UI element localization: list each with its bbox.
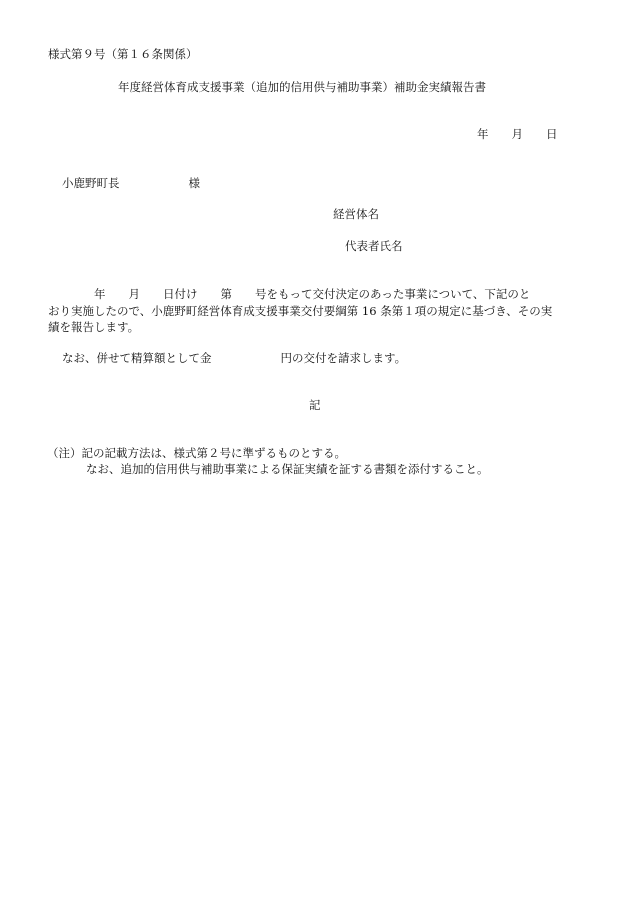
note-line-2: なお、追加的信用供与補助事業による保証実績を証する書類を添付すること。 bbox=[86, 462, 489, 476]
date-line: 年 月 日 bbox=[477, 127, 558, 141]
form-number: 様式第９号（第１６条関係） bbox=[48, 47, 198, 61]
ki-heading: 記 bbox=[309, 398, 321, 412]
claim-text: なお、併せて精算額として金 円の交付を請求します。 bbox=[62, 351, 407, 365]
applicant-name-label: 経営体名 bbox=[333, 207, 379, 221]
body-text-line-2: おり実施したので、小鹿野町経営体育成支援事業交付要綱第 16 条第１項の規定に基づき、その実 bbox=[48, 304, 553, 318]
body-text-line-3: 績を報告します。 bbox=[48, 320, 140, 334]
addressee: 小鹿野町長 様 bbox=[62, 176, 200, 190]
body-text-line-1: 年 月 日付け 第 号をもって交付決定のあった事業について、下記のと bbox=[48, 287, 531, 301]
note-line-1: （注）記の記載方法は、様式第２号に準ずるものとする。 bbox=[47, 446, 346, 460]
representative-name-label: 代表者氏名 bbox=[345, 239, 403, 253]
document-title: 年度経営体育成支援事業（追加的信用供与補助事業）補助金実績報告書 bbox=[118, 80, 486, 94]
